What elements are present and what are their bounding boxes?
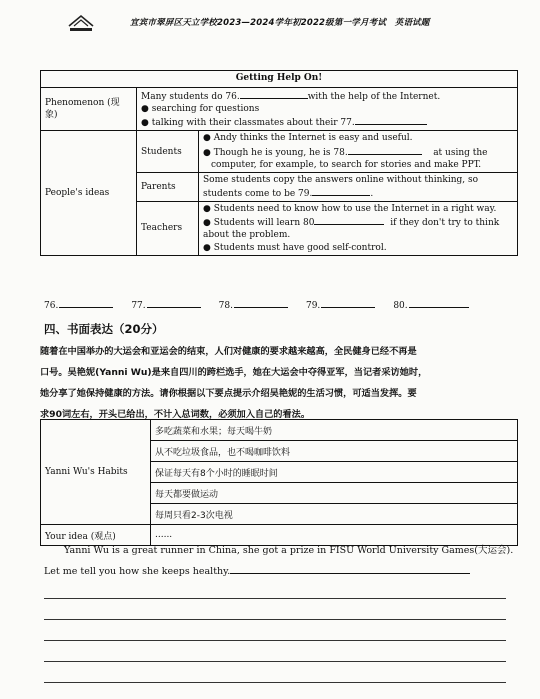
students-cell: ● Andy thinks the Internet is easy and useful. ● Though he is young, he is 78. at using the computer, for example, to search for stories and make PPT. bbox=[199, 131, 518, 172]
writing-line[interactable] bbox=[44, 619, 506, 620]
writing-line[interactable] bbox=[44, 661, 506, 662]
habits-label: Yanni Wu's Habits bbox=[41, 420, 151, 525]
blank-79[interactable] bbox=[312, 186, 370, 196]
answer-79[interactable]: 79. bbox=[306, 298, 375, 311]
habit-item: 多吃蔬菜和水果；每天喝牛奶 bbox=[151, 420, 518, 441]
teachers-label: Teachers bbox=[137, 202, 199, 256]
essay-start: Yanni Wu is a great runner in China, she got a prize in FISU World University Games(大运会). Let me tell you how she keeps healthy. bbox=[44, 545, 514, 577]
writing-prompt: 随着在中国举办的大运会和亚运会的结束，人们对健康的要求越来越高，全民健身已经不再是 口号。吴艳妮(Yanni Wu)是来自四川的跨栏选手，她在大运会中夺得亚军，当记者采访她时， 她分享了她保持健康的方法。请你根据以下要点提示介绍吴艳妮的生活习惯，可适当发挥。要 求90词左右，开头已给出，不计入总词数，必须加入自己的看法。 bbox=[40, 346, 428, 420]
table-title: Getting Help On! bbox=[41, 71, 518, 88]
answer-76[interactable]: 76. bbox=[44, 298, 113, 311]
answer-78[interactable]: 78. bbox=[219, 298, 288, 311]
exam-title: 宜宾市翠屏区天立学校2023—2024学年初2022级第一学月考试 英语试题 bbox=[130, 18, 430, 28]
writing-line[interactable] bbox=[44, 682, 506, 683]
writing-line[interactable] bbox=[44, 598, 506, 599]
habit-item: 从不吃垃圾食品，也不喝咖啡饮料 bbox=[151, 441, 518, 462]
parents-label: Parents bbox=[137, 172, 199, 201]
answer-77[interactable]: 77. bbox=[131, 298, 200, 311]
idea-label: Your idea (观点) bbox=[41, 525, 151, 546]
writing-section-title: 四、书面表达（20分） bbox=[44, 322, 164, 336]
parents-cell: Some students copy the answers online without thinking, so students come to be 79. . bbox=[199, 172, 518, 201]
habit-item: 每天都要做运动 bbox=[151, 483, 518, 504]
exam-header bbox=[0, 10, 540, 36]
blank-78[interactable] bbox=[348, 145, 422, 155]
answer-80[interactable]: 80. bbox=[393, 298, 468, 311]
habit-item: 每周只看2-3次电视 bbox=[151, 504, 518, 525]
idea-value: ...... bbox=[151, 525, 518, 546]
teachers-cell: ● Students need to know how to use the Internet in a right way. ● Students will learn 80 if they don't try to think about the problem. ● Students must have good self-control. bbox=[199, 202, 518, 256]
habit-item: 保证每天有8个小时的睡眠时间 bbox=[151, 462, 518, 483]
writing-line[interactable] bbox=[44, 640, 506, 641]
answer-blanks-row bbox=[44, 298, 504, 311]
students-label: Students bbox=[137, 131, 199, 172]
reading-table bbox=[40, 70, 518, 256]
habits-table bbox=[40, 419, 518, 546]
phenomenon-label: Phenomenon (现象) bbox=[41, 88, 137, 131]
phenomenon-cell: Many students do 76. with the help of the Internet. ● searching for questions ● talking with their classmates about their 77. bbox=[137, 88, 518, 131]
blank-77[interactable] bbox=[355, 115, 427, 125]
essay-first-line[interactable] bbox=[230, 564, 470, 574]
blank-76[interactable] bbox=[240, 89, 308, 99]
blank-80[interactable] bbox=[314, 215, 384, 225]
school-logo-icon bbox=[66, 12, 96, 34]
ideas-label: People's ideas bbox=[41, 131, 137, 255]
